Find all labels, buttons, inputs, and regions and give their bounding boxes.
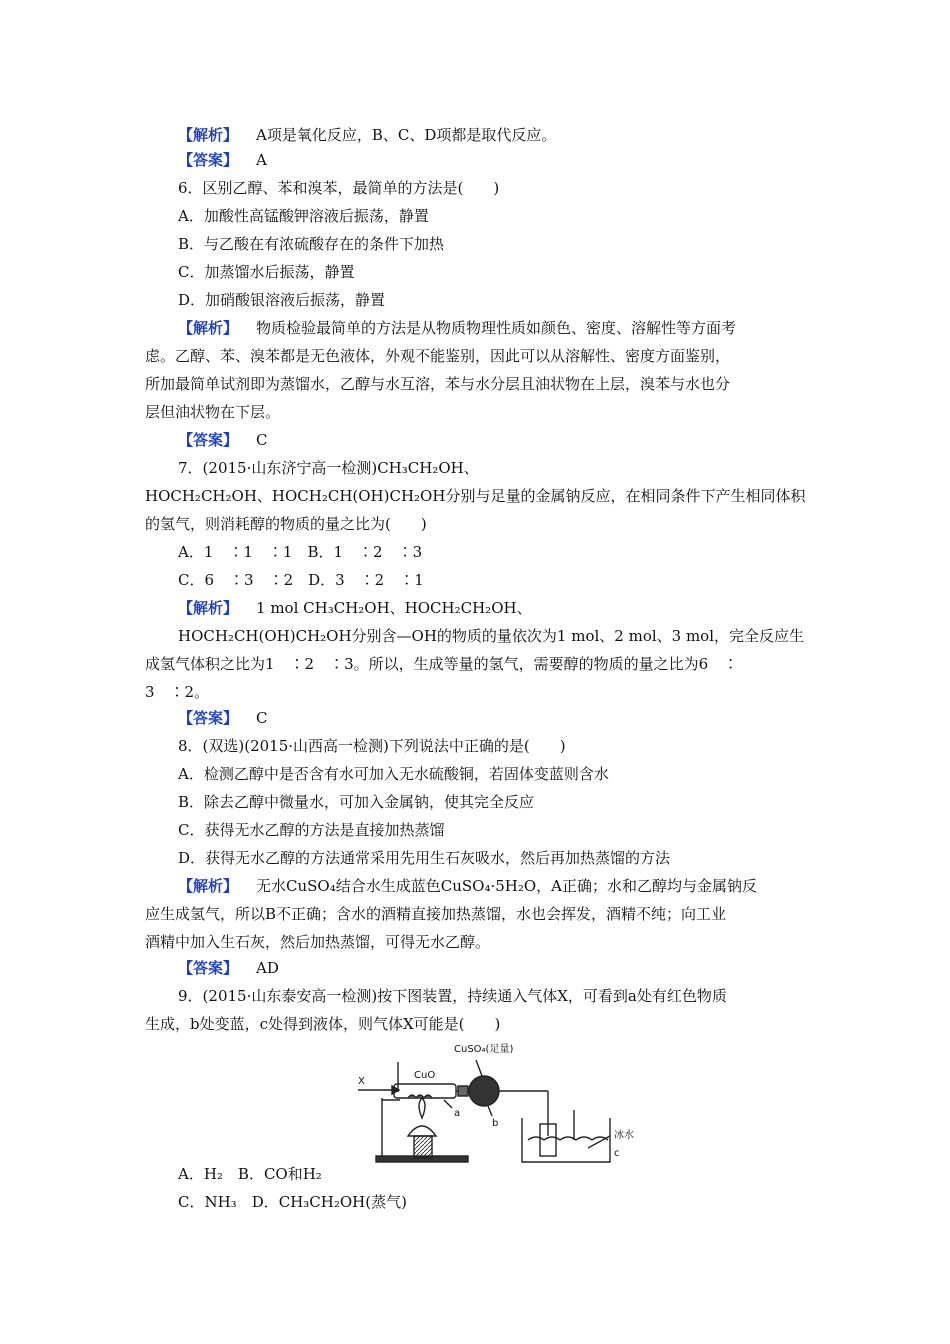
label-ice-water: 冰水 xyxy=(614,1130,634,1141)
q8-answer-text: AD xyxy=(256,959,279,977)
analysis-tag: 【解析】 xyxy=(178,599,239,617)
q6-stem: 6．区别乙醇、苯和溴苯，最简单的方法是( ) xyxy=(178,179,500,197)
q7-analysis xyxy=(178,598,532,618)
apparatus-diagram xyxy=(352,1040,642,1168)
b-pointer xyxy=(488,1106,492,1116)
q9-options-row: A．H₂ B．CO和H₂ xyxy=(178,1165,322,1183)
cuso4-pointer xyxy=(476,1060,482,1076)
q6-answer-text: C xyxy=(256,431,268,449)
q6-option-a: A．加酸性高锰酸钾溶液后振荡，静置 xyxy=(178,207,429,225)
a-pointer xyxy=(444,1100,452,1108)
q8-option-c: C．获得无水乙醇的方法是直接加热蒸馏 xyxy=(178,821,445,839)
analysis-tag: 【解析】 xyxy=(178,877,239,895)
lamp-stand xyxy=(414,1136,432,1158)
q8-answer xyxy=(178,958,279,978)
q8-analysis-line: 无水CuSO₄结合水生成蓝色CuSO₄·5H₂O，A正确；水和乙醇均与金属钠反 xyxy=(256,877,758,895)
ice-water-pointer xyxy=(588,1136,610,1148)
q5-answer-text: A xyxy=(256,151,267,169)
q7-stem-line: HOCH₂CH₂OH、HOCH₂CH(OH)CH₂OH分别与足量的金属钠反应，在相同条件下产生相同体积 xyxy=(145,487,806,505)
q6-analysis-line: 虑。乙醇、苯、溴苯都是无色液体，外观不能鉴别，因此可以从溶解性、密度方面鉴别， xyxy=(145,347,731,365)
q5-analysis xyxy=(178,125,556,145)
q7-analysis-line: 3 ∶2。 xyxy=(145,683,210,701)
lamp-body xyxy=(408,1126,436,1136)
cuo-powder xyxy=(408,1095,432,1098)
q8-option-d: D．获得无水乙醇的方法通常采用先用生石灰吸水，然后再加热蒸馏的方法 xyxy=(178,849,671,867)
analysis-tag: 【解析】 xyxy=(178,319,239,337)
flame xyxy=(419,1098,425,1118)
q7-answer xyxy=(178,708,268,728)
q7-analysis-line: 成氢气体积之比为1 ∶2 ∶3。所以，生成等量的氢气，需要醇的物质的量之比为6 ∶ xyxy=(145,655,739,673)
drying-bulb xyxy=(469,1076,499,1106)
q7-analysis-line: HOCH₂CH(OH)CH₂OH分别含—OH的物质的量依次为1 mol、2 mol、3 mol，完全反应生 xyxy=(178,627,805,645)
q9-stem-line: 生成，b处变蓝，c处得到液体，则气体X可能是( ) xyxy=(145,1015,501,1033)
q9-options-row: C．NH₃ D．CH₃CH₂OH(蒸气) xyxy=(178,1193,407,1211)
q6-analysis-line: 层但油状物在下层。 xyxy=(145,403,281,421)
q7-analysis-line: 1 mol CH₃CH₂OH、HOCH₂CH₂OH、 xyxy=(256,599,532,617)
label-cuo: CuO xyxy=(414,1070,436,1081)
q8-option-a: A．检测乙醇中是否含有水可加入无水硫酸铜，若固体变蓝则含水 xyxy=(178,765,609,783)
q5-analysis-text: A项是氧化反应，B、C、D项都是取代反应。 xyxy=(256,126,557,144)
q6-analysis xyxy=(178,318,736,338)
label-a: a xyxy=(454,1108,461,1119)
q7-stem-line: 的氢气，则消耗醇的物质的量之比为( ) xyxy=(145,515,427,533)
q7-options-row: C．6 ∶3 ∶2 D．3 ∶2 ∶1 xyxy=(178,571,424,589)
q6-option-d: D．加硝酸银溶液后振荡，静置 xyxy=(178,291,386,309)
analysis-tag: 【解析】 xyxy=(178,126,239,144)
label-cuso4: CuSO₄(足量) xyxy=(454,1044,514,1055)
q8-stem: 8．(双选)(2015·山西高一检测)下列说法中正确的是( ) xyxy=(178,737,566,755)
q9-stem-line: 9．(2015·山东泰安高一检测)按下图装置，持续通入气体X，可看到a处有红色物质 xyxy=(178,987,727,1005)
label-c: c xyxy=(614,1148,620,1159)
q6-option-c: C．加蒸馏水后振荡，静置 xyxy=(178,263,355,281)
q7-stem-line: 7．(2015·山东济宁高一检测)CH₃CH₂OH、 xyxy=(178,459,479,477)
answer-tag: 【答案】 xyxy=(178,431,239,449)
q8-analysis-line: 应生成氢气，所以B不正确；含水的酒精直接加热蒸馏，水也会挥发，酒精不纯；向工业 xyxy=(145,905,727,923)
answer-tag: 【答案】 xyxy=(178,151,239,169)
answer-tag: 【答案】 xyxy=(178,709,239,727)
q8-option-b: B．除去乙醇中微量水，可加入金属钠，使其完全反应 xyxy=(178,793,535,811)
q7-answer-text: C xyxy=(256,709,268,727)
q8-analysis xyxy=(178,876,757,896)
q8-analysis-line: 酒精中加入生石灰，然后加热蒸馏，可得无水乙醇。 xyxy=(145,933,491,951)
label-b: b xyxy=(492,1118,499,1129)
q6-answer xyxy=(178,430,268,450)
q5-answer xyxy=(178,150,267,170)
answer-tag: 【答案】 xyxy=(178,959,239,977)
q6-analysis-line: 物质检验最简单的方法是从物质物理性质如颜色、密度、溶解性等方面考 xyxy=(256,319,737,337)
q7-options-row: A．1 ∶1 ∶1 B．1 ∶2 ∶3 xyxy=(178,543,423,561)
q6-option-b: B．与乙酸在有浓硫酸存在的条件下加热 xyxy=(178,235,445,253)
beaker xyxy=(522,1118,610,1162)
q6-analysis-line: 所加最简单试剂即为蒸馏水，乙醇与水互溶，苯与水分层且油状物在上层，溴苯与水也分 xyxy=(145,375,731,393)
stopper xyxy=(458,1086,468,1096)
label-x: X xyxy=(358,1076,365,1087)
